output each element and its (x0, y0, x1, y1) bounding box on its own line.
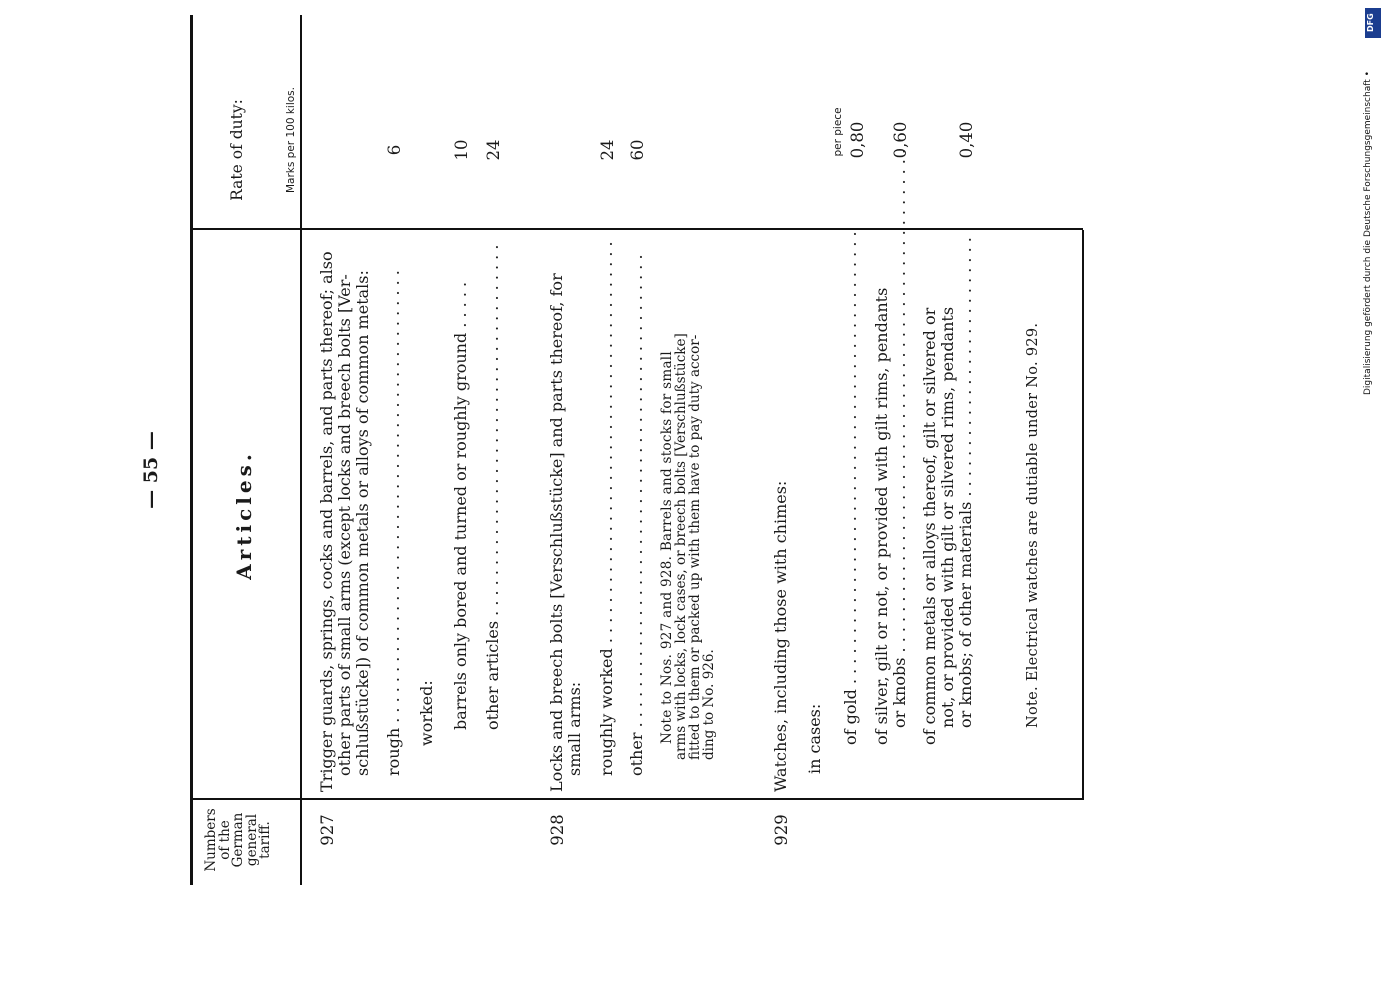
item-other-articles (484, 245, 502, 730)
item-other-label: other (627, 732, 646, 776)
item-common-line3 (957, 237, 975, 728)
rate-rough: 6 (385, 144, 404, 156)
rate-other-articles: 24 (484, 139, 503, 161)
rate-other: 60 (628, 139, 647, 161)
item-common-line: of common metals or alloys thereof, gilt or silvered or (920, 307, 939, 745)
leader-dots: . . . . . . . . . . . . . . . . . . . . . . . . . . . . . . . . . . . . . (483, 244, 502, 616)
page-number: — 55 — (140, 431, 162, 509)
rate-unit-per-piece: per piece (832, 107, 844, 157)
item-common-label: or knobs; of other materials (956, 501, 975, 728)
item-other (628, 254, 646, 776)
item-other-articles-label: other articles (483, 620, 502, 730)
item-barrels-label: barrels only bored and turned or roughly ground (451, 332, 470, 730)
header-numbers-line: tariff. (257, 821, 273, 859)
item-roughly-worked (598, 241, 616, 776)
dfg-logo-text: DFG (1366, 13, 1375, 32)
tariff-number-929: 929 (772, 814, 791, 846)
leader-dots: . . . . . . . . . . . . . . . . . . . . . . . . . . . . . . . . . . . . . . . . . . . . . (841, 231, 860, 685)
leader-dots: . . . . . . . . . . . . . . . . . . . . . . . . . . . . . . . . . . . . . . . . . . . . . . . (627, 254, 646, 728)
bottom-rule (1082, 230, 1084, 800)
item-common-line: not, or provided with gilt or silvered rims, pendants (938, 306, 957, 728)
rate-gold: 0,80 (848, 121, 867, 159)
note-927-928-line: ding to No. 926. (701, 649, 717, 760)
header-numbers-line: Numbers (203, 808, 219, 872)
note-927-928-line: Note to Nos. 927 and 928. Barrels and stocks for small (659, 350, 675, 744)
item-silver-line2 (891, 149, 909, 728)
rate-roughly-worked: 24 (598, 139, 617, 161)
leader-dots: . . . . . . . . . . . . . . . . . . . . . . . . . . (956, 237, 975, 497)
item-in-cases: in cases: (805, 703, 824, 774)
header-rule (300, 15, 302, 885)
header-rate-unit: Marks per 100 kilos. (285, 87, 297, 194)
item-rough (385, 270, 403, 776)
top-rule (190, 15, 193, 885)
tariff-number-928: 928 (548, 814, 567, 846)
leader-dots: . . . . . . . . . . . . . . . . . . . . . . . . . . . . . . . . . . . . . . . . . . . . . (384, 270, 403, 723)
note-927-928-line: fitted to them or packed up with them have to pay duty accor- (687, 334, 703, 760)
header-articles: Articles. (232, 450, 256, 580)
item-rough-label: rough (384, 727, 403, 776)
leader-dots: . . . . . (451, 281, 470, 328)
leader-dots: . . . . . . . . . . . . . . . . . . . . . . . . . . . . . . . . . . . . . . . . (597, 241, 616, 644)
rate-barrels: 10 (452, 139, 471, 161)
rate-silver: 0,60 (891, 121, 910, 159)
item-gold (842, 231, 860, 745)
header-numbers-line: of the (216, 820, 233, 860)
entry-929-line: Watches, including those with chimes: (771, 480, 790, 792)
note-927-928-line: arms with locks, lock cases, or breech bolts [Verschlußstücke] (673, 333, 689, 760)
header-numbers-line: German (230, 812, 246, 868)
entry-927-line: schlußstücke]) of common metals or alloys of common metals: (353, 270, 372, 776)
leader-dots: . . . . . . . . . . . . . . . . . . . . . . . . . . . . . . . . . . . . . . . . . . . . . . . . . . (890, 148, 909, 653)
digitization-watermark: Digitalisierung gefördert durch die Deutsche Forschungsgemeinschaft • (1363, 71, 1373, 395)
header-numbers-line: general (243, 813, 260, 867)
dfg-logo (1365, 8, 1381, 38)
item-barrels (452, 282, 470, 730)
entry-927-line: Trigger guards, springs, cocks and barrels, and parts thereof; also (317, 251, 336, 792)
item-gold-label: of gold (841, 689, 860, 745)
entry-928-line: Locks and breech bolts [Verschlußstücke] and parts thereof, for (547, 273, 566, 792)
item-worked: worked: (417, 680, 436, 746)
item-silver-line: of silver, gilt or not, or provided with gilt rims, pendants (872, 287, 891, 745)
rate-common: 0,40 (957, 121, 976, 159)
header-numbers (205, 795, 273, 885)
note-929: Note. Electrical watches are dutiable under No. 929. (1025, 322, 1041, 728)
item-silver-label: or knobs (890, 657, 909, 728)
entry-928-line: small arms: (565, 681, 584, 776)
item-roughly-worked-label: roughly worked (597, 648, 616, 776)
tariff-number-927: 927 (318, 814, 337, 846)
header-rate: Rate of duty: (228, 99, 246, 201)
column-divider-right (190, 228, 1083, 230)
entry-927-line: other parts of small arms (except locks and breech bolts [Ver- (335, 274, 354, 776)
